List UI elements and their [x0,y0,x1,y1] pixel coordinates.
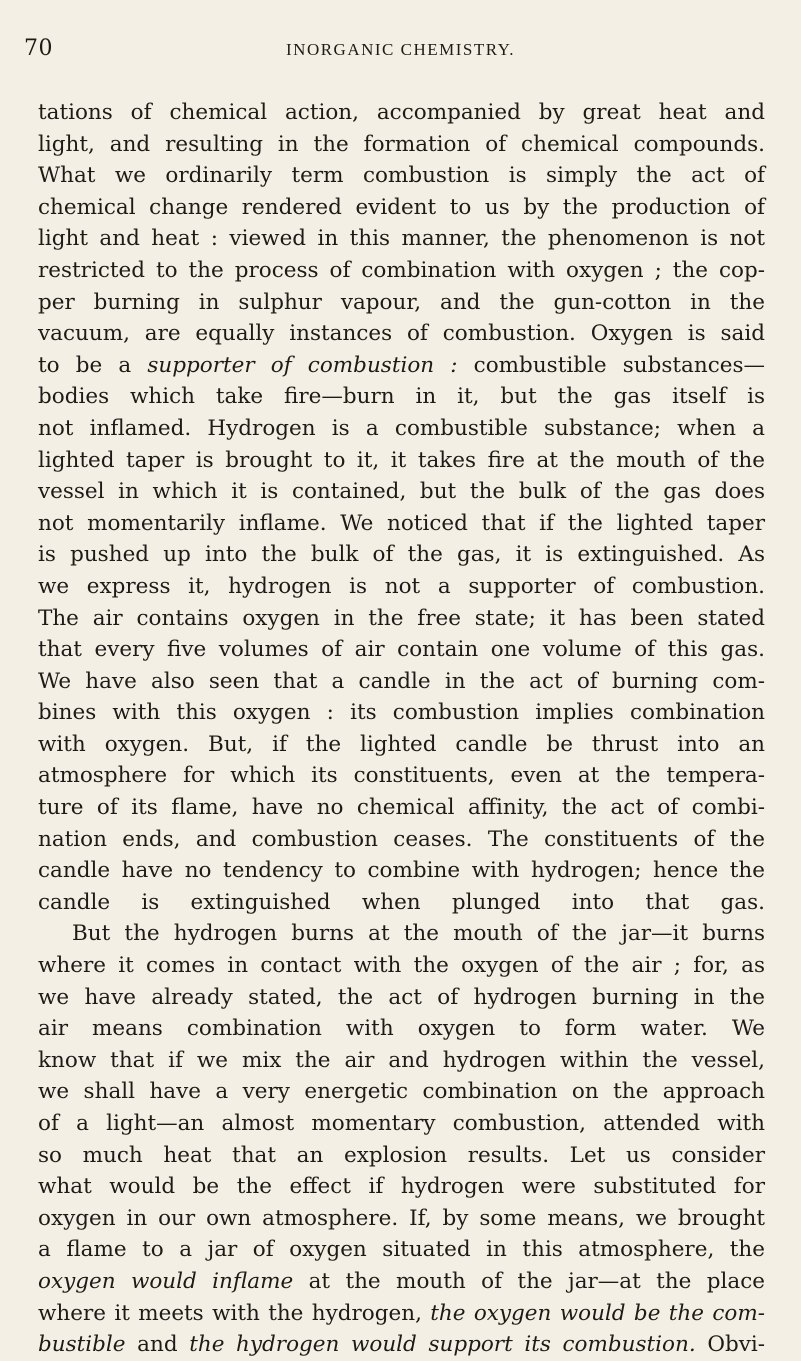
text-line: where it comes in contact with the oxygen of the air ; for, as [38,953,765,979]
text-line: we shall have a very energetic combination on the approach [38,1079,765,1105]
text-line: we have already stated, the act of hydrogen burning in the [38,984,765,1010]
text-segment: oxygen would inflame [38,1268,294,1294]
text-line: bodies which take fire—burn in it, but the gas itself is [38,384,765,410]
text-line: a flame to a jar of oxygen situated in this atmosphere, the [38,1237,765,1263]
text-segment: and [125,1332,190,1358]
text-line: atmosphere for which its constituents, even at the tempera- [38,763,765,789]
text-segment: Obvi- [695,1332,765,1358]
text-line: we express it, hydrogen is not a supporter of combustion. [38,573,765,599]
text-segment: combustible substances— [457,352,765,378]
text-line: lighted taper is brought to it, it takes fire at the mouth of the [38,447,765,473]
page-number: 70 [24,36,53,61]
text-segment: where it meets with the hydrogen, [38,1300,431,1326]
text-line: per burning in sulphur vapour, and the gun-cotton in the [38,289,765,315]
text-line [38,350,765,382]
text-line [38,1266,765,1298]
body-text [38,97,765,1361]
text-line: But the hydrogen burns at the mouth of the jar—it burns [72,921,765,947]
text-line: candle is extinguished when plunged into that gas. [38,889,765,915]
text-line: what would be the effect if hydrogen were substituted for [38,1174,765,1200]
text-line: light and heat : viewed in this manner, the phenomenon is not [38,226,765,252]
text-line: candle have no tendency to combine with hydrogen; hence the [38,858,765,884]
text-line: know that if we mix the air and hydrogen within the vessel, [38,1047,765,1073]
text-line: of a light—an almost momentary combustion, attended with [38,1111,765,1136]
text-line: chemical change rendered evident to us by the production of [38,194,765,220]
text-line [38,1298,765,1330]
text-line: nation ends, and combustion ceases. The constituents of the [38,826,765,852]
italic-segment: the oxygen would be the com- [430,1300,765,1326]
text-line: so much heat that an explosion results. Let us consider [38,1142,765,1168]
text-line: that every five volumes of air contain one volume of this gas. [38,637,765,663]
text-line [38,1329,765,1361]
running-title: INORGANIC CHEMISTRY. [286,40,515,59]
italic-segment [38,1269,293,1294]
text-line: with oxygen. But, if the lighted candle be thrust into an [38,731,765,757]
text-line: restricted to the process of combination with oxygen ; the cop- [38,257,765,283]
text-line: vessel in which it is contained, but the bulk of the gas does [38,479,765,505]
text-line: light, and resulting in the formation of chemical compounds. [38,131,765,157]
text-line: bines with this oxygen : its combustion implies combination [38,700,765,726]
text-line: not momentarily inflame. We noticed that if the lighted taper [38,510,765,536]
text-segment: to be a [38,352,148,378]
text-line: The air contains oxygen in the free state; it has been stated [38,605,765,631]
italic-segment: bustible [38,1332,126,1358]
italic-segment: supporter of combustion : [147,352,458,378]
italic-segment: the hydrogen would support its combustion. [189,1332,696,1358]
text-line: is pushed up into the bulk of the gas, it is extinguished. As [38,542,765,568]
text-line: ture of its flame, have no chemical affinity, the act of combi- [38,795,765,821]
text-line: air means combination with oxygen to form water. We [38,1016,765,1042]
text-line: We have also seen that a candle in the act of burning com- [38,668,765,694]
text-line: not inflamed. Hydrogen is a combustible substance; when a [38,415,765,441]
text-line: oxygen in our own atmosphere. If, by some means, we brought [38,1205,765,1231]
text-line: tations of chemical action, accompanied by great heat and [38,100,765,125]
text-line: vacuum, are equally instances of combustion. Oxygen is said [38,321,765,347]
text-segment: at the mouth of the jar—at the place [293,1268,765,1294]
text-line: What we ordinarily term combustion is simply the act of [38,163,765,189]
